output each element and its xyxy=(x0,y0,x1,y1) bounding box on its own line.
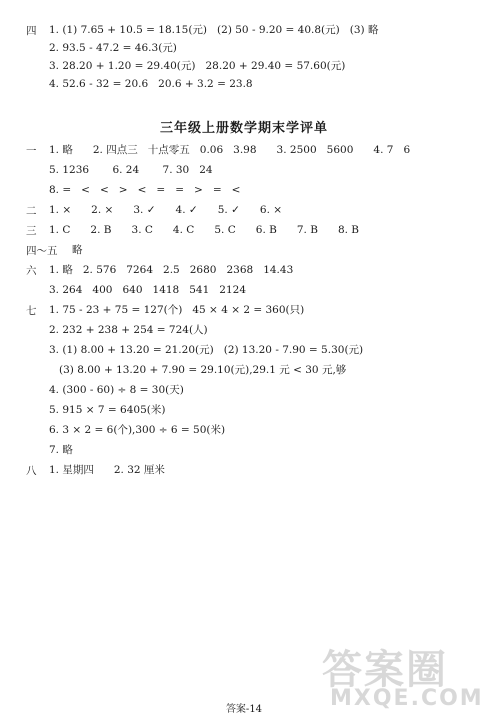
answer-line: 7. 略 xyxy=(49,444,73,456)
answer-line: 3. 264 400 640 1418 541 2124 xyxy=(49,284,247,296)
answer-line: 8. = < < > < = = > = < xyxy=(49,184,241,196)
answer-line: 略 xyxy=(72,244,83,256)
section-label-6: 六 xyxy=(26,265,37,277)
page-title: 三年级上册数学期末学评单 xyxy=(159,121,328,136)
page-number: 答案-14 xyxy=(225,704,263,715)
answer-line: 1. C 2. B 3. C 4. C 5. C 6. B 7. B 8. B xyxy=(49,224,360,236)
watermark-text-en: MXQE.COM xyxy=(330,686,484,711)
answer-line: 4. (300 - 60) ÷ 8 = 30(天) xyxy=(49,384,184,396)
section-label-1: 一 xyxy=(26,145,37,157)
answer-line: 3. (1) 8.00 + 13.20 = 21.20(元) (2) 13.20 - 7.90 = 5.30(元) xyxy=(49,344,364,356)
answer-line: (3) 8.00 + 13.20 + 7.90 = 29.10(元),29.1 元 < 30 元,够 xyxy=(49,364,347,376)
answer-line: 6. 3 × 2 = 6(个),300 ÷ 6 = 50(米) xyxy=(49,424,226,436)
answer-line: 1. 75 - 23 + 75 = 127(个) 45 × 4 × 2 = 360(只) xyxy=(49,304,305,316)
answer-line: 1. 星期四 2. 32 厘米 xyxy=(49,464,165,476)
answer-line: 2. 232 + 238 + 254 = 724(人) xyxy=(49,324,208,336)
section-label-4-5: 四～五 xyxy=(26,245,58,257)
section-label-7: 七 xyxy=(26,305,37,317)
section-label-8: 八 xyxy=(26,465,37,477)
section-label-2: 二 xyxy=(26,205,37,217)
answer-line: 2. 93.5 - 47.2 = 46.3(元) xyxy=(49,42,177,54)
answer-line: 1. 略 2. 四点三 十点零五 0.06 3.98 3. 2500 5600 4. 7 6 xyxy=(49,144,411,156)
answer-line: 5. 1236 6. 24 7. 30 24 xyxy=(49,164,213,176)
answer-line: 1. (1) 7.65 + 10.5 = 18.15(元) (2) 50 - 9.20 = 40.8(元) (3) 略 xyxy=(49,24,379,36)
answer-line: 1. 略 2. 576 7264 2.5 2680 2368 14.43 xyxy=(49,264,294,276)
answer-line: 5. 915 × 7 = 6405(米) xyxy=(49,404,166,416)
answer-line: 4. 52.6 - 32 = 20.6 20.6 + 3.2 = 23.8 xyxy=(49,78,253,90)
section-label-4: 四 xyxy=(26,25,37,37)
section-label-3: 三 xyxy=(26,225,37,237)
watermark-text-cn: 答案圈 xyxy=(322,647,448,693)
answer-line: 3. 28.20 + 1.20 = 29.40(元) 28.20 + 29.40 = 57.60(元) xyxy=(49,60,346,72)
answer-line: 1. × 2. × 3. ✓ 4. ✓ 5. ✓ 6. × xyxy=(49,204,283,216)
